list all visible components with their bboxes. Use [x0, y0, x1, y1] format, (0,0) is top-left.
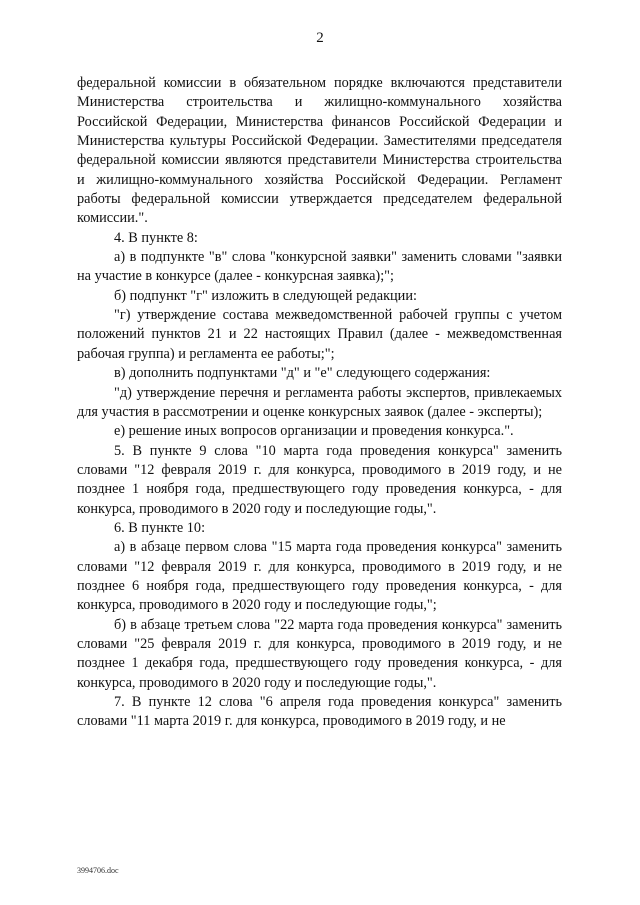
- paragraph-item-6: 6. В пункте 10:: [114, 519, 206, 536]
- paragraph-item-4b: б) подпункт "г" изложить в следующей редакции:: [114, 287, 417, 304]
- paragraph-item-4v-e: е) решение иных вопросов организации и проведения конкурса.".: [114, 423, 514, 440]
- paragraph-item-4v: в) дополнить подпунктами "д" и "е" следующего содержания:: [114, 365, 491, 382]
- paragraph-item-7: 7. В пункте 12 слова "6 апреля года проведения конкурса" заменить словами "11 марта 2019 г. для конкурса, проводимого в 2019 году, и не: [77, 694, 562, 730]
- paragraph-item-4a: а) в подпункте "в" слова "конкурсной заявки" заменить словами "заявки на участие в конкурсе (далее - конкурсная заявка);";: [77, 249, 562, 285]
- paragraph-item-6b: б) в абзаце третьем слова "22 марта года проведения конкурса" заменить словами "25 февраля 2019 г. для конкурса, проводимого в 2019 году, и не позднее 1 декабря года, предшествующего году проведения конкурса, - для конкурса, проводимого в 2020 году и последующие годы,".: [77, 616, 562, 691]
- page-number: 2: [316, 30, 324, 46]
- paragraph-item-5: 5. В пункте 9 слова "10 марта года проведения конкурса" заменить словами "12 февраля 2019 г. для конкурса, проводимого в 2019 году, и не позднее 1 ноября года, предшествующего году проведения конкурса, - для конкурса, проводимого в 2020 году и последующие годы,".: [77, 442, 562, 517]
- paragraph-item-4b-text: "г) утверждение состава межведомственной рабочей группы с учетом положений пунктов 21 и 22 настоящих Правил (далее - межведомственная рабочая группа) и регламента ее работы;";: [77, 307, 562, 362]
- paragraph-item-4v-d: "д) утверждение перечня и регламента работы экспертов, привлекаемых для участия в рассмотрении и оценке конкурсных заявок (далее - эксперты);: [77, 384, 562, 420]
- paragraph-item-4: 4. В пункте 8:: [114, 229, 198, 246]
- paragraph-item-6a: а) в абзаце первом слова "15 марта года проведения конкурса" заменить словами "12 февраля 2019 г. для конкурса, проводимого в 2019 году, и не позднее 6 ноября года, предшествующего году проведения конкурса, - для конкурса, проводимого в 2020 году и последующие годы,";: [77, 539, 562, 614]
- paragraph-continuation: федеральной комиссии в обязательном порядке включаются представители Министерства строительства и жилищно-коммунального хозяйства Российской Федерации, Министерства финансов Российской Федерации и Министерства культуры Российской Федерации. Заместителями председателя федеральной комиссии являются представители Министерства строительства и жилищно-коммунального хозяйства Российской Федерации. Регламент работы федеральной комиссии утверждается председателем федеральной комиссии.".: [77, 75, 562, 227]
- document-body: [77, 74, 562, 732]
- footer-file-id: 3994706.doc: [77, 866, 119, 875]
